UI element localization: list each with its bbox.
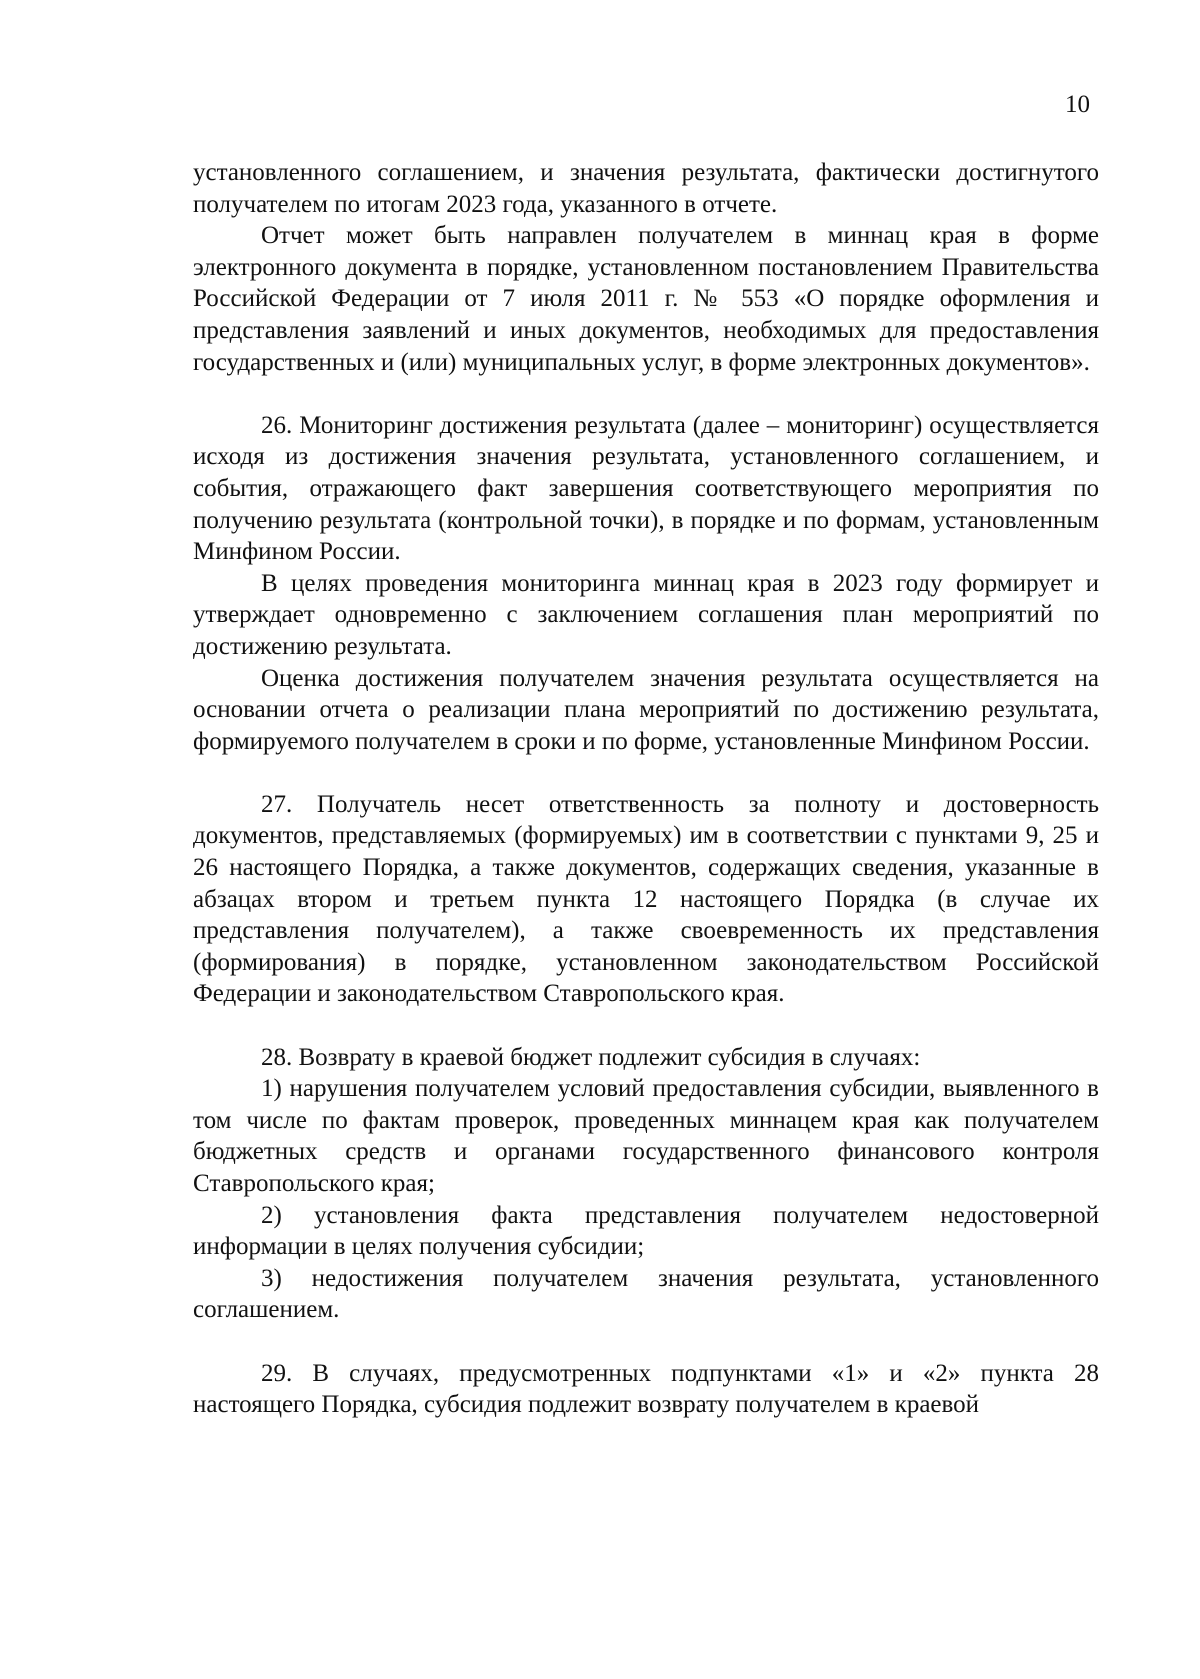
page-number: 10 [1065, 91, 1090, 118]
paragraph-item-26: 26. Мониторинг достижения результата (далее – мониторинг) осуществляется исходя из достижения значения результата, установленного соглашением, и события, отражающего факт завершения соответствующего мероприятия по получению результата (контрольной точки), в порядке и по формам, установленным Минфином России. [193, 411, 1099, 566]
paragraph-item-29: 29. В случаях, предусмотренных подпунктами «1» и «2» пункта 28 настоящего Порядка, субсидия подлежит возврату получателем в краевой [193, 1359, 1099, 1419]
document-body [193, 157, 1099, 1421]
paragraph-achievement-evaluation: Оценка достижения получателем значения результата осуществляется на основании отчета о реализации плана мероприятий по достижению результата, формируемого получателем в сроки и по форме, установленные Минфином России. [193, 664, 1099, 755]
paragraph-monitoring-plan: В целях проведения мониторинга миннац края в 2023 году формирует и утверждает одновременно с заключением соглашения план мероприятий по достижению результата. [193, 569, 1099, 660]
paragraph-continuation: установленного соглашением, и значения результата, фактически достигнутого получателем по итогам 2023 года, указанного в отчете. [193, 159, 1099, 218]
paragraph-item-27: 27. Получатель несет ответственность за полноту и достоверность документов, представляемых (формируемых) им в соответствии с пунктами 9, 25 и 26 настоящего Порядка, а также документов, содержащих сведения, указанные в абзацах втором и третьем пункта 12 настоящего Порядка (в случае их представления получателем), а также своевременность их представления (формирования) в порядке, установленном законодательством Российской Федерации и законодательством Ставропольского края. [193, 790, 1099, 1008]
paragraph-subitem-1: 1) нарушения получателем условий предоставления субсидии, выявленного в том числе по фактам проверок, проведенных миннацем края как получателем бюджетных средств и органами государственного финансового контроля Ставропольского края; [193, 1075, 1099, 1197]
paragraph-subitem-3: 3) недостижения получателем значения результата, установленного соглашением. [193, 1264, 1099, 1324]
paragraph-report-submission: Отчет может быть направлен получателем в миннац края в форме электронного документа в порядке, установленном постановлением Правительства Российской Федерации от 7 июля 2011 г. № 553 «О порядке оформления и представления заявлений и иных документов, необходимых для предоставления государственных и (или) муниципальных услуг, в форме электронных документов». [193, 222, 1099, 376]
paragraph-item-28: 28. Возврату в краевой бюджет подлежит субсидия в случаях: [261, 1043, 921, 1071]
paragraph-subitem-2: 2) установления факта представления получателем недостоверной информации в целях получения субсидии; [193, 1201, 1099, 1261]
